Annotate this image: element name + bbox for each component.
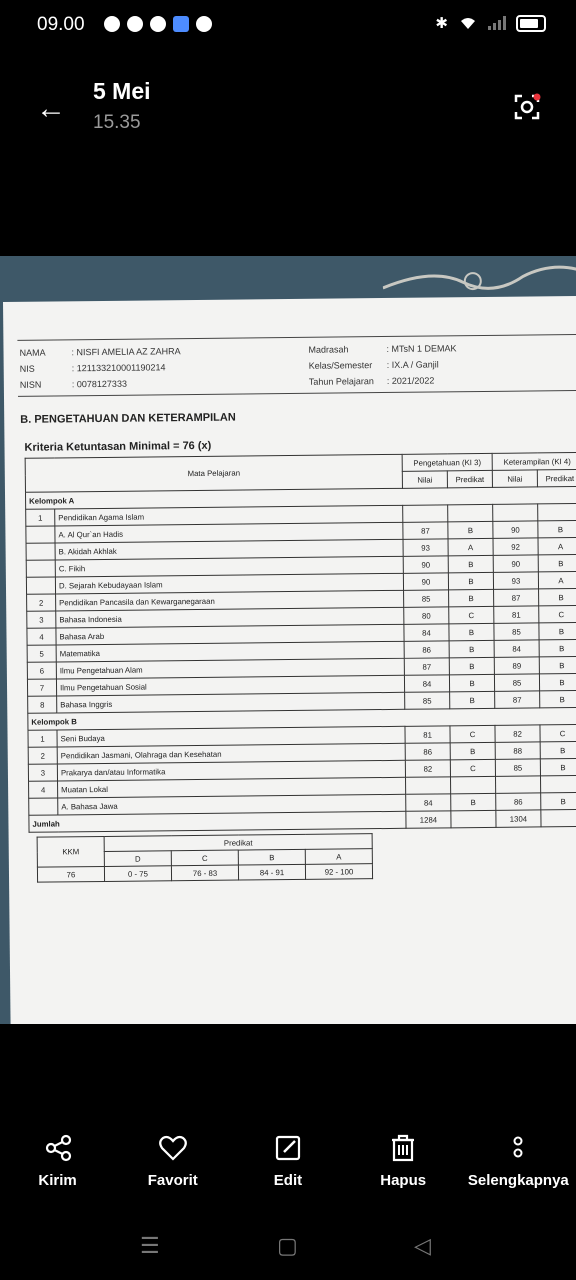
predikat-ki4: B <box>538 554 576 571</box>
photo-view[interactable] <box>0 256 576 1024</box>
col-subject-header: Mata Pelajaran <box>25 454 402 492</box>
predikat-ki3: B <box>449 657 494 674</box>
subject-name: Seni Budaya <box>57 726 405 747</box>
col-predikat-header: Predikat <box>537 469 576 486</box>
score-ki3 <box>403 505 448 522</box>
predikat-ki4: B <box>539 673 576 690</box>
total-ki4: 1304 <box>496 810 541 827</box>
score-ki4: 84 <box>494 640 539 657</box>
predikat-ki4 <box>540 775 576 792</box>
subject-name: Bahasa Inggris <box>57 692 405 713</box>
notification-icon <box>196 16 212 32</box>
more-icon <box>503 1133 533 1163</box>
row-number: 3 <box>27 611 56 628</box>
subject-name: Ilmu Pengetahuan Sosial <box>56 675 404 696</box>
row-number <box>26 543 55 560</box>
predikat-ki3: B <box>449 640 494 657</box>
edit-label: Edit <box>273 1172 303 1189</box>
section-title: B. PENGETAHUAN DAN KETERAMPILAN <box>20 411 236 426</box>
battery-icon <box>516 15 546 32</box>
predikat-ki4: A <box>538 571 576 588</box>
score-ki4: 85 <box>495 759 540 776</box>
subject-name: Ilmu Pengetahuan Alam <box>56 658 404 679</box>
total-label: Jumlah <box>29 811 406 832</box>
ornament-decoration <box>383 256 576 298</box>
score-ki3: 80 <box>404 607 449 624</box>
range-d: 0 - 75 <box>104 866 171 882</box>
share-icon <box>43 1133 73 1163</box>
notification-icon <box>127 16 143 32</box>
more-label: Selengkapnya <box>467 1172 569 1189</box>
group-label: Kelompok A <box>25 486 576 509</box>
grades-table <box>25 452 576 833</box>
score-ki3 <box>405 777 450 794</box>
delete-button[interactable] <box>348 1130 458 1210</box>
notification-icons <box>104 16 212 32</box>
row-number <box>26 526 55 543</box>
predikat-ki4: A <box>538 537 576 554</box>
predikat-label: Predikat <box>104 834 372 852</box>
class-row: Kelas/Semester : IX.A / Ganjil <box>308 359 439 371</box>
score-ki3: 87 <box>403 522 448 539</box>
subject-name: Pendidikan Pancasila dan Kewarganegaraan <box>56 590 404 611</box>
edit-icon <box>273 1133 303 1163</box>
predikat-ki3 <box>450 776 495 793</box>
year-row: Tahun Pelajaran : 2021/2022 <box>308 375 435 387</box>
predikat-ki3: B <box>451 793 496 810</box>
subject-name: D. Sejarah Kebudayaan Islam <box>55 573 403 594</box>
home-icon[interactable]: ▢ <box>277 1233 298 1258</box>
navigation-bar <box>0 1225 576 1265</box>
divider <box>17 334 576 341</box>
recents-icon[interactable]: ☰ <box>140 1233 160 1258</box>
score-ki4 <box>495 776 540 793</box>
grade-a: A <box>305 849 372 865</box>
predikat-ki3: C <box>449 606 494 623</box>
predikat-ki3: B <box>450 742 495 759</box>
score-ki4 <box>493 504 538 521</box>
predikat-ki3: B <box>448 572 493 589</box>
empty-cell <box>541 809 576 826</box>
predikat-ki3 <box>448 504 493 521</box>
score-ki4: 82 <box>495 725 540 742</box>
subject-name: Muatan Lokal <box>58 777 406 798</box>
total-ki3: 1284 <box>406 811 451 828</box>
signal-icon <box>488 16 506 30</box>
notification-icon <box>173 16 189 32</box>
predikat-ki4: B <box>539 588 576 605</box>
range-b: 84 - 91 <box>238 864 305 880</box>
col-ki4-header: Keterampilan (KI 4) <box>492 452 576 470</box>
favorite-button[interactable] <box>118 1130 228 1210</box>
predikat-ki3: B <box>448 521 493 538</box>
subject-name: Pendidikan Jasmani, Olahraga dan Kesehatan <box>57 743 405 764</box>
score-ki3: 85 <box>404 590 449 607</box>
subject-name: Prakarya dan/atau Informatika <box>57 760 405 781</box>
predikat-ki4: B <box>540 758 576 775</box>
subject-name: Bahasa Arab <box>56 624 404 645</box>
kkm-value: 76 <box>37 866 104 882</box>
score-ki4: 85 <box>494 623 539 640</box>
col-nilai-header: Nilai <box>402 471 447 488</box>
kkm-label: KKM <box>37 836 104 867</box>
score-ki3: 90 <box>403 573 448 590</box>
score-ki4: 87 <box>495 691 540 708</box>
predikat-ki4: C <box>540 724 576 741</box>
system-icons <box>435 14 546 32</box>
row-number <box>26 560 55 577</box>
back-icon[interactable]: ◁ <box>414 1233 431 1258</box>
predikat-ki3: B <box>449 589 494 606</box>
score-ki3: 84 <box>406 794 451 811</box>
delete-label: Hapus <box>380 1172 427 1189</box>
subject-name: C. Fikih <box>55 556 403 577</box>
row-number: 5 <box>27 645 56 662</box>
school-row: Madrasah : MTsN 1 DEMAK <box>308 343 457 355</box>
status-bar <box>0 0 576 50</box>
row-number: 7 <box>27 679 56 696</box>
kkm-range-row <box>37 864 372 883</box>
score-ki3: 87 <box>404 658 449 675</box>
predikat-ki3: B <box>448 555 493 572</box>
divider <box>18 390 576 397</box>
score-ki3: 86 <box>405 743 450 760</box>
row-number: 2 <box>27 594 56 611</box>
notification-icon <box>150 16 166 32</box>
edit-button[interactable] <box>233 1130 343 1210</box>
row-number: 4 <box>29 781 58 798</box>
row-number <box>29 798 58 815</box>
predikat-ki4: B <box>539 639 576 656</box>
row-number: 8 <box>28 696 57 713</box>
trash-icon <box>388 1133 418 1163</box>
col-ki3-header: Pengetahuan (KI 3) <box>402 453 492 471</box>
kkm-title: Kriteria Ketuntasan Minimal = 76 (x) <box>24 439 212 454</box>
row-number: 3 <box>28 764 57 781</box>
row-number: 4 <box>27 628 56 645</box>
grade-d: D <box>104 851 171 867</box>
share-label: Kirim <box>38 1172 77 1189</box>
back-arrow-icon[interactable]: ← <box>36 92 66 125</box>
predikat-ki4: B <box>539 656 576 673</box>
predikat-ki4: B <box>538 520 576 537</box>
subject-name: Pendidikan Agama Islam <box>55 505 403 526</box>
status-time: 09.00 <box>37 14 85 35</box>
score-ki4: 86 <box>496 793 541 810</box>
photo-time: 15.35 <box>93 112 141 133</box>
score-ki4: 93 <box>493 572 538 589</box>
score-ki4: 92 <box>493 538 538 555</box>
lens-icon[interactable] <box>512 92 542 122</box>
student-nis-row: NIS : 121133210001190214 <box>19 362 166 374</box>
subject-name: A. Bahasa Jawa <box>58 794 406 815</box>
predikat-ki4: B <box>540 690 576 707</box>
range-a: 92 - 100 <box>305 864 372 880</box>
score-ki4: 88 <box>495 742 540 759</box>
range-c: 76 - 83 <box>171 865 238 881</box>
more-button[interactable] <box>463 1130 573 1210</box>
predikat-ki4: B <box>540 741 576 758</box>
row-number: 1 <box>28 730 57 747</box>
predikat-ki3: C <box>450 759 495 776</box>
photo-date: 5 Mei <box>93 78 151 104</box>
bluetooth-icon: ✱ <box>435 15 448 32</box>
predikat-ki3: B <box>449 623 494 640</box>
predikat-ki4 <box>538 503 576 520</box>
score-ki4: 85 <box>494 674 539 691</box>
score-ki3: 84 <box>404 675 449 692</box>
predikat-ki3: B <box>449 674 494 691</box>
subject-name: Matematika <box>56 641 404 662</box>
predikat-ki3: B <box>450 691 495 708</box>
predikat-ki4: B <box>539 622 576 639</box>
share-button[interactable] <box>3 1130 113 1210</box>
score-ki3: 82 <box>405 760 450 777</box>
kkm-table <box>37 833 373 883</box>
col-nilai-header: Nilai <box>492 470 537 487</box>
score-ki3: 84 <box>404 624 449 641</box>
score-ki3: 85 <box>405 692 450 709</box>
score-ki3: 93 <box>403 539 448 556</box>
score-ki3: 90 <box>403 556 448 573</box>
row-number: 6 <box>27 662 56 679</box>
action-bar <box>0 1130 576 1210</box>
group-label: Kelompok B <box>28 707 576 730</box>
subject-name: Bahasa Indonesia <box>56 607 404 628</box>
grade-c: C <box>171 850 238 866</box>
row-number: 2 <box>28 747 57 764</box>
score-ki3: 86 <box>404 641 449 658</box>
score-ki3: 81 <box>405 726 450 743</box>
row-number: 1 <box>26 509 55 526</box>
predikat-ki3: C <box>450 725 495 742</box>
row-number <box>26 577 55 594</box>
favorite-label: Favorit <box>147 1172 198 1189</box>
score-ki4: 87 <box>494 589 539 606</box>
wifi-icon <box>458 15 478 31</box>
heart-icon <box>158 1133 188 1163</box>
report-card-document <box>3 296 576 1024</box>
predikat-ki4: B <box>541 792 576 809</box>
subject-name: A. Al Qur`an Hadis <box>55 522 403 543</box>
score-ki4: 81 <box>494 606 539 623</box>
score-ki4: 90 <box>493 521 538 538</box>
notification-icon <box>104 16 120 32</box>
predikat-ki3: A <box>448 538 493 555</box>
subject-name: B. Akidah Akhlak <box>55 539 403 560</box>
empty-cell <box>451 810 496 827</box>
grade-b: B <box>238 849 305 865</box>
score-ki4: 89 <box>494 657 539 674</box>
score-ki4: 90 <box>493 555 538 572</box>
gallery-header <box>0 70 576 150</box>
predikat-ki4: C <box>539 605 576 622</box>
col-predikat-header: Predikat <box>447 470 492 487</box>
student-nisn-row: NISN : 0078127333 <box>19 378 127 390</box>
student-name-row: NAMA : NISFI AMELIA AZ ZAHRA <box>19 346 181 358</box>
